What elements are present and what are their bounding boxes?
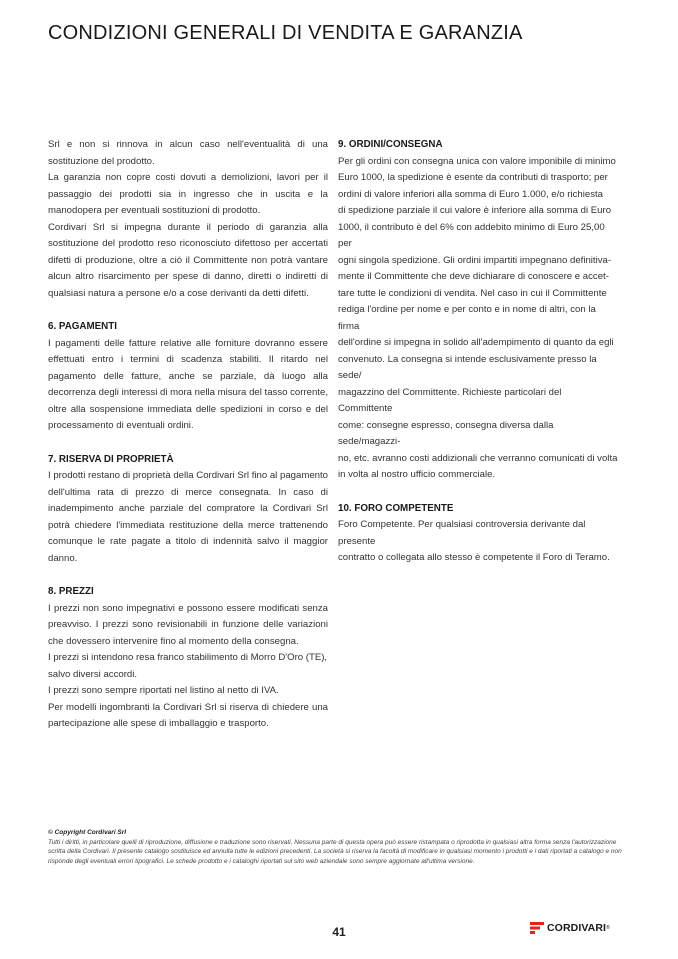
copyright-text: Tutti i diritti, in particolare quelli di riproduzione, diffusione e traduzione sono riservati. Nessuna parte di questa opera può essere ristampata o riprodotta in qualsiasi altra forma senza l'autorizzazione scritta della Cordivari. Il presente catalogo sostituisce ed annulla tutte le edizioni precedenti. La società si riserva la facoltà di modificare in qualsiasi momento i prodotti e i dati riportati a catalogo e non risponde degli eventuali errori tipografici. Le schede prodotto e i cataloghi riportati sul sito web aziendale sono sempre aggiornate all'ultima versione.	[48, 838, 622, 865]
ordini-text	[338, 154, 618, 484]
cordivari-logo	[530, 921, 610, 935]
page-number: 41	[332, 925, 346, 939]
text-line: Euro 1000, la spedizione è esente da contributi di trasporto; per	[338, 172, 608, 183]
text-line: no, etc. avranno costi addizionali che verranno comunicati di volta	[338, 452, 618, 464]
prezzi-paragraph-2: I prezzi si intendono resa franco stabilimento di Morro D'Oro (TE), salvo diversi accordi.	[48, 652, 328, 680]
section-heading: 7. RISERVA DI PROPRIETÀ	[48, 453, 174, 465]
text-line: 1000, il contributo è del 6% con addebito minimo di Euro 25,00 per	[338, 221, 605, 249]
section-heading: 9. ORDINI/CONSEGNA	[338, 139, 443, 150]
copyright-footer	[48, 828, 628, 866]
logo-wordmark: CORDIVARI	[547, 922, 607, 934]
text-line: Per gli ordini con consegna unica con valore imponibile di minimo	[338, 155, 616, 167]
left-column	[48, 137, 328, 733]
prezzi-paragraph-3: I prezzi sono sempre riportati nel listino al netto di IVA.	[48, 685, 279, 696]
section-ordini	[338, 137, 618, 484]
text-line: dell'ordine si impegna in solido all'adempimento di quanto da egli	[338, 337, 614, 348]
warranty-continuation	[48, 137, 328, 302]
page-title: CONDIZIONI GENERALI DI VENDITA E GARANZIA	[48, 22, 523, 44]
right-column	[338, 137, 618, 567]
intro-paragraph-2: La garanzia non copre costi dovuti a demolizioni, lavori per il passaggio dei prodotti sia in ingresso che in uscita e la manodopera per eventuali sostituzioni di prodotto.	[48, 172, 328, 216]
text-line: rediga l'ordine per nome e per conto e in nome di altri, con la firma	[338, 304, 596, 332]
cordivari-logo-icon	[530, 922, 544, 934]
section-heading: 10. FORO COMPETENTE	[338, 502, 454, 514]
copyright-title: © Copyright Cordivari Srl	[48, 829, 127, 836]
section-text: I pagamenti delle fatture relative alle forniture dovranno essere effettuati entro i termini di scadenza stabiliti. Il ritardo nel pagamento delle fatture, anche se parziale, dà luogo alla decorrenza degli interessi di mora nella misura del tasso corrente, oltre alla sospensione immediata delle spedizioni in corso e del processamento di eventuali ordini.	[48, 337, 328, 431]
text-line: tare tutte le condizioni di vendita. Nel caso in cui il Committente	[338, 287, 607, 299]
text-line: ordini di valore inferiori alla somma di Euro 1.000, e/o richiesta	[338, 188, 604, 200]
text-line: in volta al nostro ufficio commerciale.	[338, 469, 496, 480]
prezzi-paragraph-1: I prezzi non sono impegnativi e possono essere modificati senza preavviso. I prezzi sono revisionabili in funzione delle variazioni che dovessero intervenire fino al momento della consegna.	[48, 602, 328, 647]
section-riserva	[48, 452, 328, 568]
section-text: I prodotti restano di proprietà della Cordivari Srl fino al pagamento dell'ultima rata di prezzo di merce consegnata. In caso di inadempimento anche parziale del compratore la Cordivari Srl potrà chiedere l'immediata restituzione della merce trattenendo comunque le rate pagate a titolo di indennità salvo il maggior danno.	[48, 470, 328, 564]
text-line: Foro Competente. Per qualsiasi controversia derivante dal presente	[338, 519, 586, 547]
section-heading: 6. PAGAMENTI	[48, 321, 117, 332]
section-prezzi	[48, 584, 328, 733]
text-line: mente il Committente che deve dichiarare di conoscere e accet-	[338, 271, 609, 282]
section-pagamenti	[48, 319, 328, 435]
section-heading: 8. PREZZI	[48, 586, 94, 597]
text-line: magazzino del Committente. Richieste particolari del Committente	[338, 386, 562, 414]
text-line: come: consegne espresso, consegna diversa dalla sede/magazzi-	[338, 419, 554, 447]
text-line: contratto o collegata allo stesso è competente il Foro di Teramo.	[338, 552, 610, 563]
registered-mark: ®	[606, 925, 610, 931]
intro-paragraph-3: Cordivari Srl si impegna durante il periodo di garanzia alla sostituzione del prodotto reso riconosciuto difettoso per accertati difetti di produzione, oltre a ciò il Committente non potrà vantare alcun altro risarcimento per spese di danno, diretti o indiretti di qualsiasi natura a persone e/o a cose derivanti da detti difetti.	[48, 221, 328, 299]
text-line: ogni singola spedizione. Gli ordini impartiti impegnano definitiva-	[338, 254, 612, 266]
text-line: convenuto. La consegna si intende esclusivamente presso la sede/	[338, 353, 597, 381]
intro-paragraph-1: Srl e non si rinnova in alcun caso nell'eventualità di una sostituzione del prodotto.	[48, 139, 328, 167]
text-line: di spedizione parziale il cui valore è inferiore alla somma di Euro	[338, 205, 612, 216]
section-foro	[338, 501, 618, 567]
prezzi-paragraph-4: Per modelli ingombranti la Cordivari Srl si riserva di chiedere una partecipazione alle spese di imballaggio e trasporto.	[48, 701, 328, 729]
